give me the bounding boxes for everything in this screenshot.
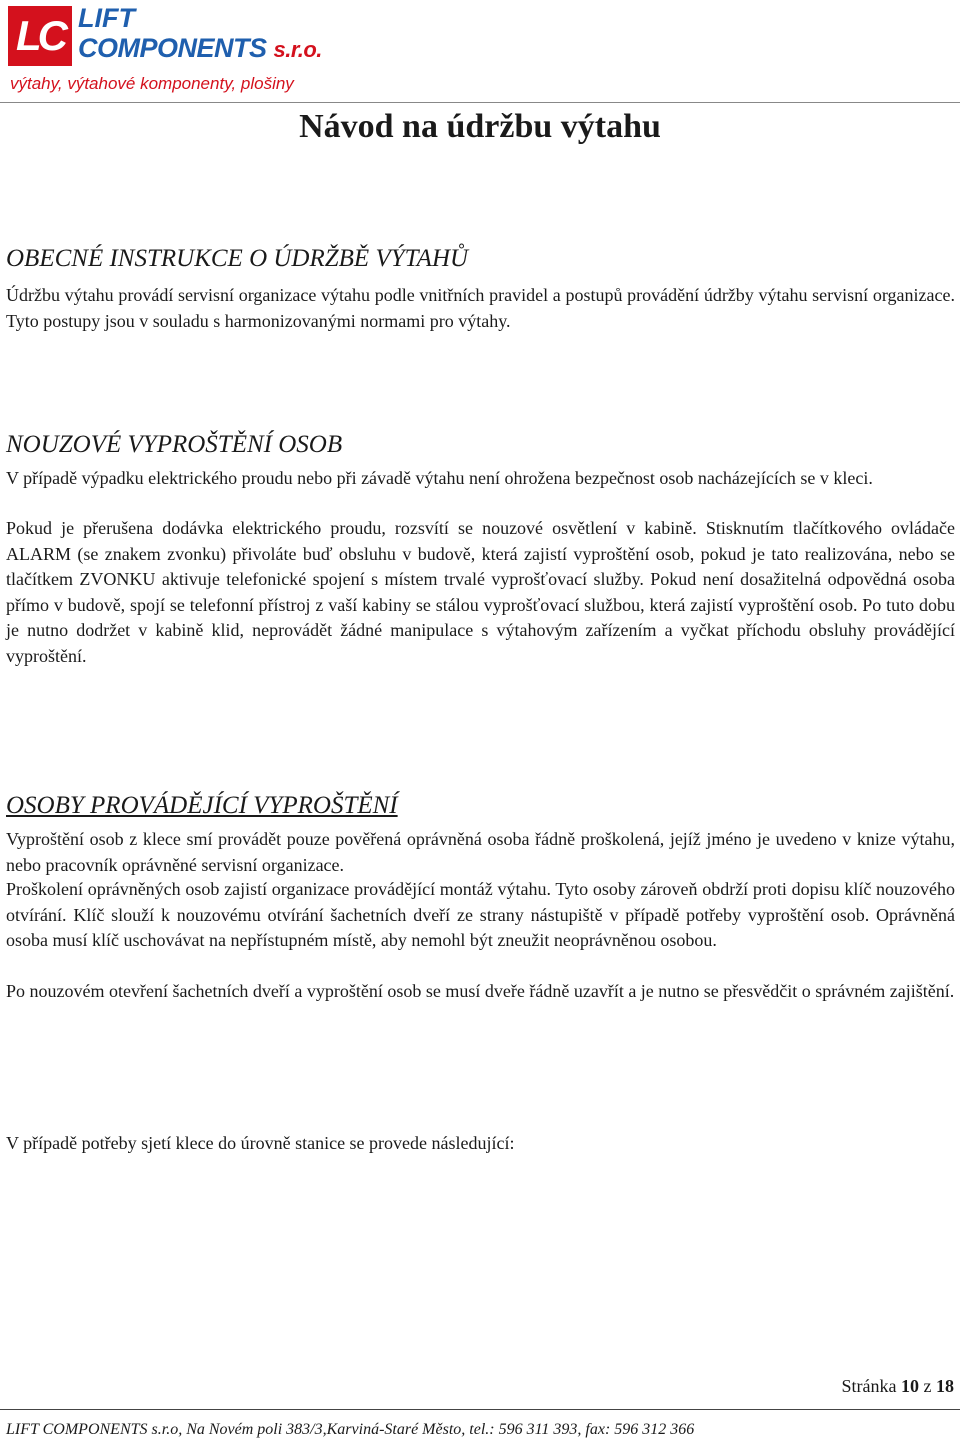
paragraph-descent: V případě potřeby sjetí klece do úrovně stanice se provede následující: xyxy=(6,1133,515,1153)
section-heading-emergency: NOUZOVÉ VYPROŠTĚNÍ OSOB xyxy=(6,431,343,458)
section-heading-persons: OSOBY PROVÁDĚJÍCÍ VYPROŠTĚNÍ xyxy=(6,792,398,819)
paragraph-persons-1: Vyproštění osob z klece smí provádět pouze pověřená oprávněná osoba řádně proškolená, jejíž jméno je uvedeno v knize výtahu, nebo pracovník oprávněné servisní organizace. xyxy=(6,829,955,875)
footer-divider xyxy=(0,1409,960,1410)
page-label: Stránka xyxy=(841,1376,897,1396)
company-logo xyxy=(8,6,72,66)
page-footer: LIFT COMPONENTS s.r.o, Na Novém poli 383/3,Karviná-Staré Město, tel.: 596 311 393, fax: 596 312 366 xyxy=(6,1421,695,1438)
paragraph-persons-3: Po nouzovém otevření šachetních dveří a vyproštění osob se musí dveře řádně uzavřít a je nutno se přesvědčit o správném zajištění. xyxy=(6,981,955,1001)
page-title: Návod na údržbu výtahu xyxy=(299,108,661,145)
brand-line-1: LIFT xyxy=(78,3,135,33)
tagline: výtahy, výtahové komponenty, plošiny xyxy=(10,74,294,93)
section-heading-general: OBECNÉ INSTRUKCE O ÚDRŽBĚ VÝTAHŮ xyxy=(6,245,469,272)
page-of: z xyxy=(923,1376,932,1396)
brand-name: COMPONENTS xyxy=(78,33,267,63)
brand-suffix: s.r.o. xyxy=(273,37,322,62)
paragraph-general: Údržbu výtahu provádí servisní organizace výtahu podle vnitřních pravidel a postupů provádění údržby výtahu servisní organizace. Tyto postupy jsou v souladu s harmonizovanými normami pro výtahy. xyxy=(6,285,955,331)
brand-line-2 xyxy=(78,33,322,65)
paragraph-persons-2: Proškolení oprávněných osob zajistí organizace provádějící montáž výtahu. Tyto osoby zároveň obdrží proti dopisu klíč nouzového otvírání. Klíč slouží k nouzovému otvírání šachetních dveří ze strany nástupiště v případě potřeby vyproštění osob. Oprávněná osoba musí klíč uschovávat na nepřístupném místě, aby nemohl být zneužit neoprávněnou osobou. xyxy=(6,879,955,950)
paragraph-emergency-1: V případě výpadku elektrického proudu nebo při závadě výtahu není ohrožena bezpečnost osob nacházejících se v kleci. xyxy=(6,468,873,488)
page-header xyxy=(0,0,960,104)
page-current: 10 xyxy=(901,1376,919,1396)
header-divider xyxy=(0,102,960,103)
page-number xyxy=(842,1374,954,1398)
paragraph-emergency-2: Pokud je přerušena dodávka elektrického proudu, rozsvítí se nouzové osvětlení v kabině. Stisknutím tlačítkového ovládače ALARM (se znakem zvonku) přivoláte buď obsluhu v budově, která zajistí vyproštění osob, pokud je tato realizována, nebo se tlačítkem ZVONKU aktivuje telefonické spojení s místem trvalé vyprošťovací služby. Pokud není dosažitelná odpovědná osoba přímo v budově, spojí se telefonní přístroj z vaší kabiny se stálou vyprošťovací službou, která zajistí vyproštění osob. Po tuto dobu je nutno dodržet v kabině klid, neprovádět žádné manipulace s výtahovým zařízením a vyčkat příchodu obsluhy provádějící vyproštění. xyxy=(6,518,955,666)
page-total: 18 xyxy=(936,1376,954,1396)
logo-mark: LC xyxy=(16,12,64,59)
